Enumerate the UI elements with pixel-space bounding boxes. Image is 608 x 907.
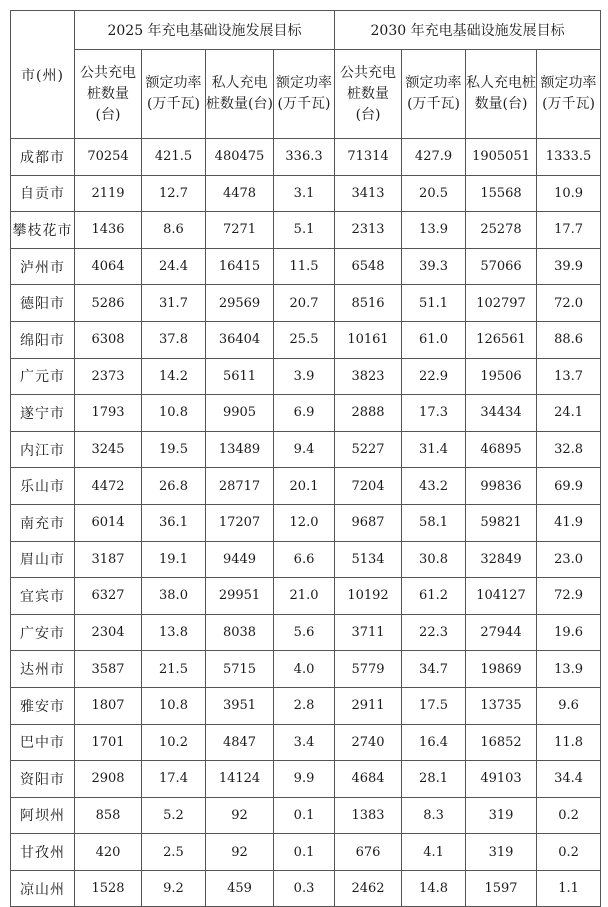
public-power-2025-cell: 26.8 xyxy=(142,468,206,505)
public-count-2025-cell: 2373 xyxy=(75,358,142,395)
public-count-2030-cell: 4684 xyxy=(335,761,402,798)
private-count-2025-cell: 14124 xyxy=(206,761,274,798)
public-count-2025-cell: 3587 xyxy=(75,651,142,688)
private-count-2030-cell: 126561 xyxy=(466,321,537,358)
private-count-2030-cell: 19869 xyxy=(466,651,537,688)
private-count-2030-cell: 46895 xyxy=(466,431,537,468)
public-count-2025-cell: 6308 xyxy=(75,321,142,358)
city-cell: 宜宾市 xyxy=(11,578,75,615)
public-power-2030-cell: 13.9 xyxy=(402,212,466,249)
private-power-2025-cell: 3.4 xyxy=(274,724,335,761)
private-count-2025-cell: 4478 xyxy=(206,175,274,212)
private-power-2030-cell: 41.9 xyxy=(537,504,601,541)
public-power-2030-cell: 20.5 xyxy=(402,175,466,212)
private-power-2025-cell: 20.7 xyxy=(274,285,335,322)
public-power-2030-cell: 14.8 xyxy=(402,870,466,907)
public-power-2030-cell: 17.5 xyxy=(402,687,466,724)
private-count-2025-cell: 13489 xyxy=(206,431,274,468)
private-power-2025-cell: 12.0 xyxy=(274,504,335,541)
table-row xyxy=(11,797,601,834)
public-count-2030-cell: 2462 xyxy=(335,870,402,907)
public-power-2030-cell: 4.1 xyxy=(402,834,466,871)
public-power-2030-cell: 17.3 xyxy=(402,395,466,432)
city-cell: 乐山市 xyxy=(11,468,75,505)
private-count-2025-cell: 8038 xyxy=(206,614,274,651)
private-count-2025-cell: 92 xyxy=(206,797,274,834)
private-power-2030-cell: 69.9 xyxy=(537,468,601,505)
public-count-2025-cell: 3245 xyxy=(75,431,142,468)
private-count-2025-cell: 3951 xyxy=(206,687,274,724)
city-cell: 广元市 xyxy=(11,358,75,395)
private-count-2025-cell: 28717 xyxy=(206,468,274,505)
public-count-2030-cell: 676 xyxy=(335,834,402,871)
private-power-2025-cell: 5.1 xyxy=(274,212,335,249)
charging-targets-table xyxy=(10,10,601,907)
public-power-2025-cell: 421.5 xyxy=(142,139,206,176)
table-row xyxy=(11,834,601,871)
public-count-2025-cell: 1528 xyxy=(75,870,142,907)
public-power-2025-cell: 13.8 xyxy=(142,614,206,651)
table-row xyxy=(11,651,601,688)
private-count-2030-cell: 15568 xyxy=(466,175,537,212)
private-power-2025-cell: 0.1 xyxy=(274,834,335,871)
private-count-2030-cell: 102797 xyxy=(466,285,537,322)
public-power-2025-cell: 14.2 xyxy=(142,358,206,395)
public-power-2030-cell: 28.1 xyxy=(402,761,466,798)
private-count-2025-cell: 29569 xyxy=(206,285,274,322)
public-power-2025-cell: 10.2 xyxy=(142,724,206,761)
public-count-2030-cell: 2888 xyxy=(335,395,402,432)
public-power-2030-cell: 34.7 xyxy=(402,651,466,688)
public-power-2025-cell: 8.6 xyxy=(142,212,206,249)
public-power-2030-cell: 22.3 xyxy=(402,614,466,651)
table-row xyxy=(11,724,601,761)
public-power-2030-cell: 30.8 xyxy=(402,541,466,578)
city-cell: 资阳市 xyxy=(11,761,75,798)
table-row xyxy=(11,321,601,358)
private-power-2025-cell: 5.6 xyxy=(274,614,335,651)
public-power-2025-cell: 17.4 xyxy=(142,761,206,798)
city-cell: 绵阳市 xyxy=(11,321,75,358)
public-count-2030-cell: 5227 xyxy=(335,431,402,468)
table-row xyxy=(11,285,601,322)
city-cell: 阿坝州 xyxy=(11,797,75,834)
private-count-2030-cell: 19506 xyxy=(466,358,537,395)
private-power-2025-cell: 4.0 xyxy=(274,651,335,688)
table-row xyxy=(11,870,601,907)
table-row xyxy=(11,687,601,724)
public-count-2030-cell: 8516 xyxy=(335,285,402,322)
city-cell: 德阳市 xyxy=(11,285,75,322)
public-count-2025-cell: 2908 xyxy=(75,761,142,798)
city-column-header: 市(州) xyxy=(11,11,75,139)
table-row xyxy=(11,212,601,249)
private-count-2030-cell: 32849 xyxy=(466,541,537,578)
private-count-2025-cell: 9905 xyxy=(206,395,274,432)
public-count-2030-cell: 10161 xyxy=(335,321,402,358)
city-cell: 成都市 xyxy=(11,139,75,176)
private-power-2030-cell: 0.2 xyxy=(537,797,601,834)
table-body xyxy=(11,139,601,907)
table-row xyxy=(11,139,601,176)
sub-header-2025-private-power: 额定功率(万千瓦) xyxy=(274,50,335,139)
private-count-2030-cell: 25278 xyxy=(466,212,537,249)
private-count-2030-cell: 34434 xyxy=(466,395,537,432)
sub-header-2030-public-power: 额定功率(万千瓦) xyxy=(402,50,466,139)
private-power-2030-cell: 13.7 xyxy=(537,358,601,395)
private-power-2030-cell: 72.0 xyxy=(537,285,601,322)
private-count-2030-cell: 49103 xyxy=(466,761,537,798)
private-power-2025-cell: 3.1 xyxy=(274,175,335,212)
city-cell: 南充市 xyxy=(11,504,75,541)
private-power-2030-cell: 32.8 xyxy=(537,431,601,468)
public-power-2025-cell: 5.2 xyxy=(142,797,206,834)
private-count-2030-cell: 99836 xyxy=(466,468,537,505)
public-count-2025-cell: 1793 xyxy=(75,395,142,432)
public-power-2025-cell: 10.8 xyxy=(142,687,206,724)
private-count-2025-cell: 5611 xyxy=(206,358,274,395)
private-count-2030-cell: 27944 xyxy=(466,614,537,651)
private-power-2025-cell: 6.9 xyxy=(274,395,335,432)
private-power-2030-cell: 23.0 xyxy=(537,541,601,578)
public-count-2030-cell: 5134 xyxy=(335,541,402,578)
private-power-2030-cell: 9.6 xyxy=(537,687,601,724)
public-power-2030-cell: 16.4 xyxy=(402,724,466,761)
public-power-2025-cell: 36.1 xyxy=(142,504,206,541)
public-count-2030-cell: 2313 xyxy=(335,212,402,249)
private-power-2025-cell: 336.3 xyxy=(274,139,335,176)
private-power-2030-cell: 10.9 xyxy=(537,175,601,212)
table-row xyxy=(11,175,601,212)
table-row xyxy=(11,358,601,395)
private-power-2030-cell: 11.8 xyxy=(537,724,601,761)
private-count-2025-cell: 459 xyxy=(206,870,274,907)
public-count-2025-cell: 2304 xyxy=(75,614,142,651)
private-power-2025-cell: 3.9 xyxy=(274,358,335,395)
table-row xyxy=(11,431,601,468)
private-count-2025-cell: 16415 xyxy=(206,248,274,285)
public-power-2025-cell: 9.2 xyxy=(142,870,206,907)
private-power-2025-cell: 9.4 xyxy=(274,431,335,468)
public-count-2025-cell: 3187 xyxy=(75,541,142,578)
public-count-2025-cell: 6014 xyxy=(75,504,142,541)
sub-header-2030-private-power: 额定功率(万千瓦) xyxy=(537,50,601,139)
private-power-2030-cell: 88.6 xyxy=(537,321,601,358)
city-cell: 巴中市 xyxy=(11,724,75,761)
public-power-2025-cell: 21.5 xyxy=(142,651,206,688)
table-row xyxy=(11,248,601,285)
private-power-2030-cell: 24.1 xyxy=(537,395,601,432)
public-count-2025-cell: 1701 xyxy=(75,724,142,761)
private-count-2025-cell: 5715 xyxy=(206,651,274,688)
table-row xyxy=(11,504,601,541)
private-power-2025-cell: 2.8 xyxy=(274,687,335,724)
group-header-2030: 2030 年充电基础设施发展目标 xyxy=(335,11,601,50)
public-power-2025-cell: 10.8 xyxy=(142,395,206,432)
private-power-2025-cell: 20.1 xyxy=(274,468,335,505)
sub-header-2025-public-power: 额定功率(万千瓦) xyxy=(142,50,206,139)
table-row xyxy=(11,395,601,432)
public-count-2025-cell: 70254 xyxy=(75,139,142,176)
city-cell: 达州市 xyxy=(11,651,75,688)
sub-header-2030-public-count: 公共充电桩数量(台) xyxy=(335,50,402,139)
city-cell: 眉山市 xyxy=(11,541,75,578)
table-row xyxy=(11,468,601,505)
public-power-2025-cell: 24.4 xyxy=(142,248,206,285)
public-power-2030-cell: 39.3 xyxy=(402,248,466,285)
private-power-2025-cell: 0.1 xyxy=(274,797,335,834)
public-count-2030-cell: 3711 xyxy=(335,614,402,651)
public-power-2025-cell: 19.5 xyxy=(142,431,206,468)
public-count-2025-cell: 4472 xyxy=(75,468,142,505)
public-power-2025-cell: 38.0 xyxy=(142,578,206,615)
sub-header-2025-public-count: 公共充电桩数量(台) xyxy=(75,50,142,139)
private-count-2030-cell: 16852 xyxy=(466,724,537,761)
private-count-2025-cell: 17207 xyxy=(206,504,274,541)
private-power-2030-cell: 39.9 xyxy=(537,248,601,285)
private-count-2025-cell: 29951 xyxy=(206,578,274,615)
public-count-2030-cell: 3823 xyxy=(335,358,402,395)
public-count-2030-cell: 6548 xyxy=(335,248,402,285)
private-count-2025-cell: 480475 xyxy=(206,139,274,176)
private-count-2025-cell: 92 xyxy=(206,834,274,871)
private-count-2030-cell: 319 xyxy=(466,834,537,871)
city-cell: 甘孜州 xyxy=(11,834,75,871)
private-power-2030-cell: 0.2 xyxy=(537,834,601,871)
public-power-2030-cell: 61.2 xyxy=(402,578,466,615)
private-power-2025-cell: 11.5 xyxy=(274,248,335,285)
public-count-2030-cell: 71314 xyxy=(335,139,402,176)
public-power-2025-cell: 31.7 xyxy=(142,285,206,322)
public-power-2025-cell: 37.8 xyxy=(142,321,206,358)
private-power-2025-cell: 9.9 xyxy=(274,761,335,798)
public-power-2030-cell: 58.1 xyxy=(402,504,466,541)
public-count-2030-cell: 10192 xyxy=(335,578,402,615)
private-power-2025-cell: 25.5 xyxy=(274,321,335,358)
public-count-2030-cell: 2911 xyxy=(335,687,402,724)
private-power-2030-cell: 13.9 xyxy=(537,651,601,688)
public-power-2025-cell: 12.7 xyxy=(142,175,206,212)
public-count-2025-cell: 1807 xyxy=(75,687,142,724)
city-cell: 广安市 xyxy=(11,614,75,651)
public-count-2030-cell: 2740 xyxy=(335,724,402,761)
public-count-2030-cell: 7204 xyxy=(335,468,402,505)
public-count-2025-cell: 5286 xyxy=(75,285,142,322)
public-count-2025-cell: 4064 xyxy=(75,248,142,285)
public-count-2025-cell: 420 xyxy=(75,834,142,871)
city-cell: 自贡市 xyxy=(11,175,75,212)
table-row xyxy=(11,761,601,798)
public-power-2030-cell: 427.9 xyxy=(402,139,466,176)
private-count-2030-cell: 104127 xyxy=(466,578,537,615)
private-count-2030-cell: 319 xyxy=(466,797,537,834)
private-count-2025-cell: 7271 xyxy=(206,212,274,249)
private-count-2030-cell: 13735 xyxy=(466,687,537,724)
public-count-2030-cell: 5779 xyxy=(335,651,402,688)
private-power-2030-cell: 34.4 xyxy=(537,761,601,798)
table-row xyxy=(11,578,601,615)
public-power-2030-cell: 8.3 xyxy=(402,797,466,834)
private-power-2025-cell: 6.6 xyxy=(274,541,335,578)
city-cell: 雅安市 xyxy=(11,687,75,724)
private-count-2025-cell: 36404 xyxy=(206,321,274,358)
public-count-2025-cell: 858 xyxy=(75,797,142,834)
private-count-2030-cell: 57066 xyxy=(466,248,537,285)
private-count-2030-cell: 1905051 xyxy=(466,139,537,176)
private-count-2030-cell: 59821 xyxy=(466,504,537,541)
city-cell: 凉山州 xyxy=(11,870,75,907)
table-row xyxy=(11,614,601,651)
public-count-2030-cell: 3413 xyxy=(335,175,402,212)
private-power-2030-cell: 1333.5 xyxy=(537,139,601,176)
public-power-2030-cell: 43.2 xyxy=(402,468,466,505)
private-power-2030-cell: 19.6 xyxy=(537,614,601,651)
private-power-2025-cell: 0.3 xyxy=(274,870,335,907)
private-count-2025-cell: 9449 xyxy=(206,541,274,578)
private-power-2030-cell: 72.9 xyxy=(537,578,601,615)
public-count-2025-cell: 6327 xyxy=(75,578,142,615)
sub-header-2025-private-count: 私人充电桩数量(台) xyxy=(206,50,274,139)
private-power-2025-cell: 21.0 xyxy=(274,578,335,615)
public-power-2030-cell: 31.4 xyxy=(402,431,466,468)
public-power-2030-cell: 61.0 xyxy=(402,321,466,358)
city-cell: 遂宁市 xyxy=(11,395,75,432)
city-cell: 攀枝花市 xyxy=(11,212,75,249)
public-power-2025-cell: 19.1 xyxy=(142,541,206,578)
private-count-2025-cell: 4847 xyxy=(206,724,274,761)
city-cell: 内江市 xyxy=(11,431,75,468)
public-power-2030-cell: 22.9 xyxy=(402,358,466,395)
public-power-2025-cell: 2.5 xyxy=(142,834,206,871)
public-power-2030-cell: 51.1 xyxy=(402,285,466,322)
table-row xyxy=(11,541,601,578)
public-count-2025-cell: 2119 xyxy=(75,175,142,212)
sub-header-2030-private-count: 私人充电桩数量(台) xyxy=(466,50,537,139)
private-power-2030-cell: 1.1 xyxy=(537,870,601,907)
public-count-2030-cell: 1383 xyxy=(335,797,402,834)
public-count-2025-cell: 1436 xyxy=(75,212,142,249)
private-power-2030-cell: 17.7 xyxy=(537,212,601,249)
private-count-2030-cell: 1597 xyxy=(466,870,537,907)
city-cell: 泸州市 xyxy=(11,248,75,285)
public-count-2030-cell: 9687 xyxy=(335,504,402,541)
group-header-2025: 2025 年充电基础设施发展目标 xyxy=(75,11,335,50)
